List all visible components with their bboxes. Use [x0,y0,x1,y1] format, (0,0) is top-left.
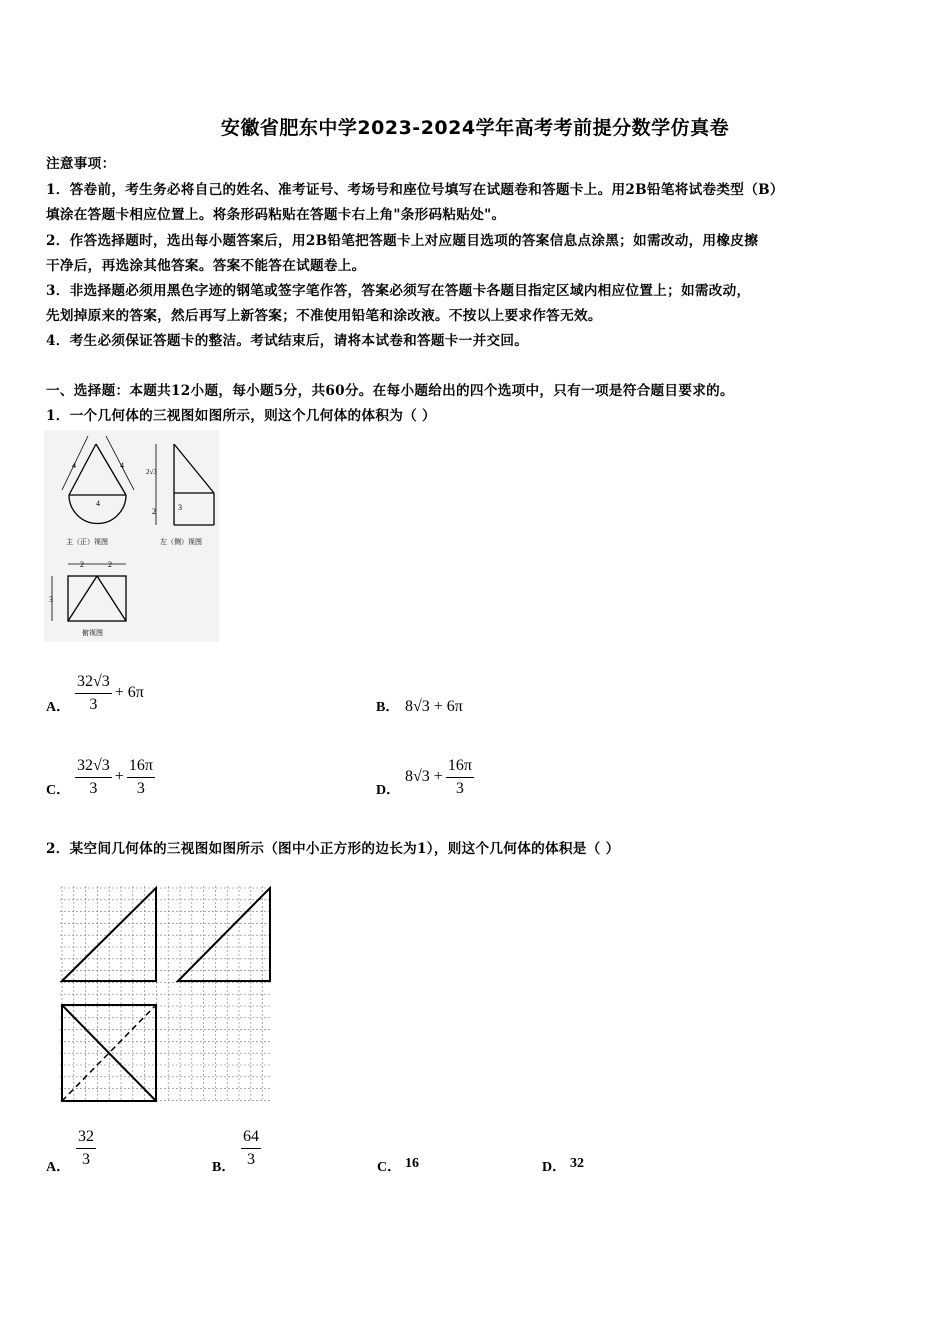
q2-option-a [73,1128,99,1169]
option-d-lead: 8√3 + [405,768,443,786]
dim-label: 4 [72,461,76,470]
question-2-stem: 2．某空间几何体的三视图如图所示（图中小正方形的边长为1），则这个几何体的体积是（ ） [46,841,620,857]
fraction-numerator: 64 [241,1128,261,1149]
plus-sign: + [114,768,124,786]
option-d-label: D． [376,783,401,798]
fraction-denominator: 3 [82,1151,90,1168]
fraction-numerator: 16π [127,757,155,778]
q1-option-d [405,757,477,798]
q2-option-b [238,1128,264,1169]
fraction-numerator: 16π [446,757,474,778]
q1-three-view-figure [44,430,219,642]
fraction-denominator: 3 [89,780,98,797]
dim-label: 3 [49,595,53,604]
q1-option-a [72,673,144,714]
notice-line: 2．作答选择题时，选出每小题答案后，用2B铅笔把答题卡上对应题目选项的答案信息点涂黑；如需改动，用橡皮擦 [46,233,759,249]
notice-line: 4．考生必须保证答题卡的整洁。考试结束后，请将本试卷和答题卡一并交回。 [46,333,529,349]
notice-line: 1．答卷前，考生务必将自己的姓名、准考证号、考场号和座位号填写在试题卷和答题卡上。用2B铅笔将试卷类型（B） [46,182,784,198]
option-a-label: A． [46,700,71,715]
q2-option-d-label: D． [542,1160,567,1175]
dim-label: 4 [96,499,100,508]
notice-heading: 注意事项： [46,156,116,172]
option-b-label: B． [376,700,400,715]
notice-line: 先划掉原来的答案，然后再写上新答案；不准使用铅笔和涂改液。不按以上要求作答无效。 [46,308,602,324]
fraction-numerator: 32√3 [75,673,112,694]
q1-option-b: 8√3 + 6π [405,698,463,715]
q2-option-c-label: C． [377,1160,402,1175]
q2-option-a-label: A． [46,1160,71,1175]
notice-line: 填涂在答题卡相应位置上。将条形码粘贴在答题卡右上角"条形码粘贴处"。 [46,207,506,223]
q1-option-c [72,757,158,798]
notice-line: 3．非选择题必须用黑色字迹的钢笔或签字笔作答，答案必须写在答题卡各题目指定区域内相应位置上；如需改动， [46,283,751,299]
notice-line: 干净后，再选涂其他答案。答案不能答在试题卷上。 [46,258,366,274]
q2-option-c: 16 [405,1156,419,1171]
fraction-numerator: 32 [76,1128,96,1149]
dim-label: 2 [152,507,156,516]
figure-background [44,430,219,642]
fraction-denominator: 3 [89,696,98,713]
page-title: 安徽省肥东中学2023-2024学年高考考前提分数学仿真卷 [220,117,730,139]
fraction-denominator: 3 [247,1151,255,1168]
side-view-caption: 左（侧）视图 [160,538,202,546]
dim-label: 2√3 [146,468,157,476]
q2-option-d: 32 [570,1156,584,1171]
q2-grid-figure [58,884,274,1104]
q2-option-b-label: B． [212,1160,236,1175]
dim-label: 3 [178,503,182,512]
dim-label: 2 [108,560,112,569]
option-a-tail: + 6π [114,684,144,702]
fraction-numerator: 32√3 [75,757,112,778]
section-heading: 一、选择题：本题共12小题，每小题5分，共60分。在每小题给出的四个选项中，只有一项是符合题目要求的。 [46,383,734,399]
question-1-stem: 1．一个几何体的三视图如图所示，则这个几何体的体积为（ ） [46,408,436,424]
front-view-caption: 主（正）视图 [66,538,108,546]
top-view-caption: 俯视图 [82,629,103,637]
dim-label: 2 [80,560,84,569]
fraction-denominator: 3 [455,780,464,797]
dim-label: 4 [120,461,124,470]
option-c-label: C． [46,783,71,798]
fraction-denominator: 3 [136,780,145,797]
